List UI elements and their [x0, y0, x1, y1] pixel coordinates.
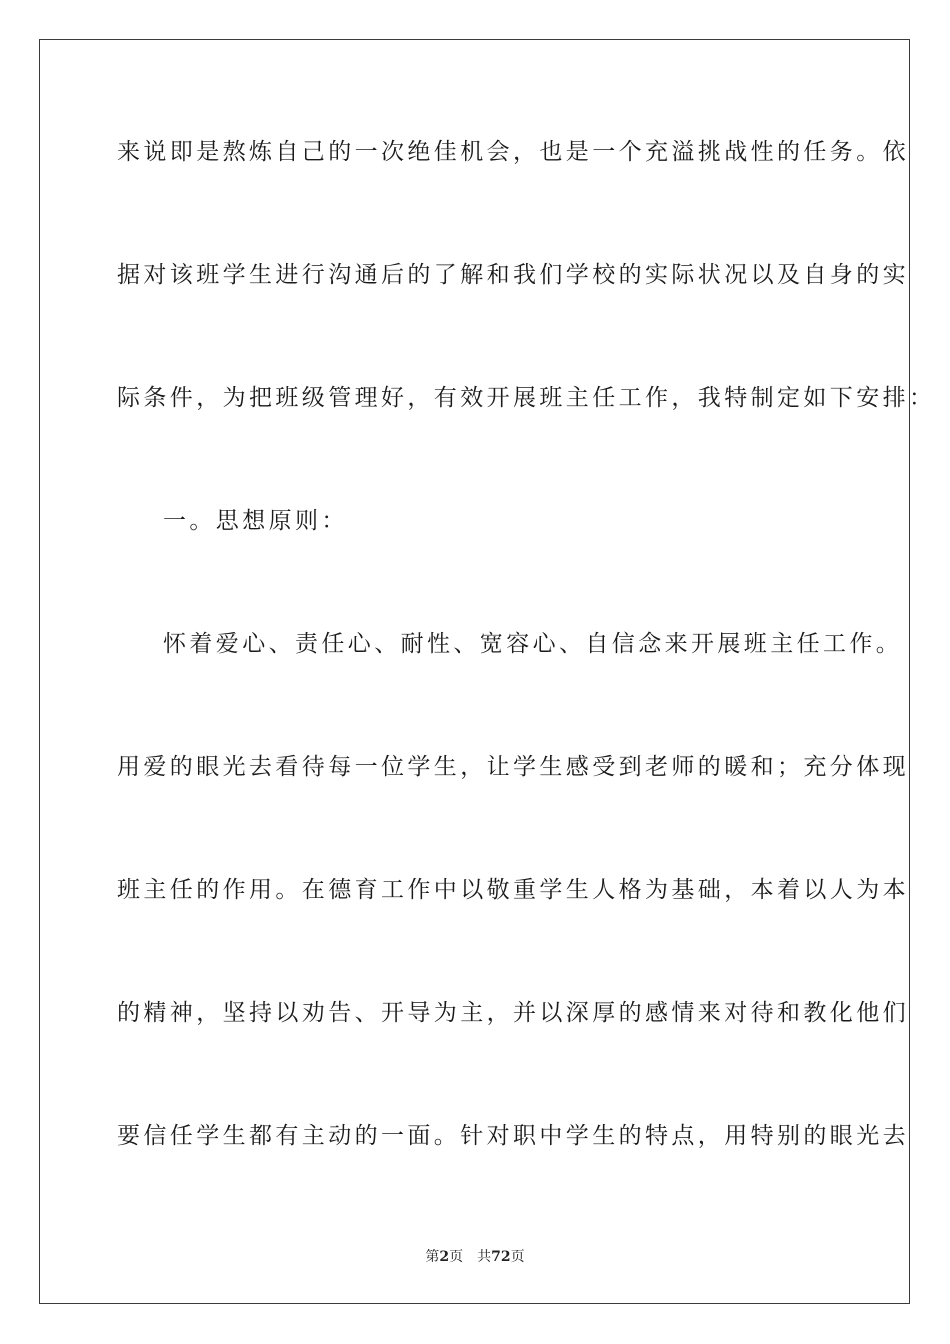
page-footer: [0, 1246, 950, 1266]
paragraph-line: 的精神，坚持以劝告、开导为主，并以深厚的感情来对待和教化他们: [117, 1000, 909, 1026]
page-number: 2: [439, 1249, 450, 1265]
total-suffix: 页: [510, 1249, 525, 1265]
paragraph-line: 来说即是熬炼自己的一次绝佳机会，也是一个充溢挑战性的任务。依: [117, 139, 909, 165]
paragraph-line: 怀着爱心、责任心、耐性、宽容心、自信念来开展班主任工作。: [163, 631, 903, 657]
paragraph-line: 班主任的作用。在德育工作中以敬重学生人格为基础，本着以人为本: [117, 877, 909, 903]
page-prefix: 第: [425, 1249, 440, 1265]
paragraph-line: 用爱的眼光去看待每一位学生，让学生感受到老师的暖和；充分体现: [117, 754, 909, 780]
page-suffix: 页: [449, 1249, 464, 1265]
section-heading: 一。思想原则：: [163, 508, 348, 534]
paragraph-line: 际条件，为把班级管理好，有效开展班主任工作，我特制定如下安排：: [117, 385, 936, 411]
total-prefix: 共: [477, 1249, 492, 1265]
paragraph-line: 据对该班学生进行沟通后的了解和我们学校的实际状况以及自身的实: [117, 262, 909, 288]
page-border: [39, 39, 910, 1304]
total-pages: 72: [491, 1249, 511, 1265]
paragraph-line: 要信任学生都有主动的一面。针对职中学生的特点，用特别的眼光去: [117, 1123, 909, 1149]
